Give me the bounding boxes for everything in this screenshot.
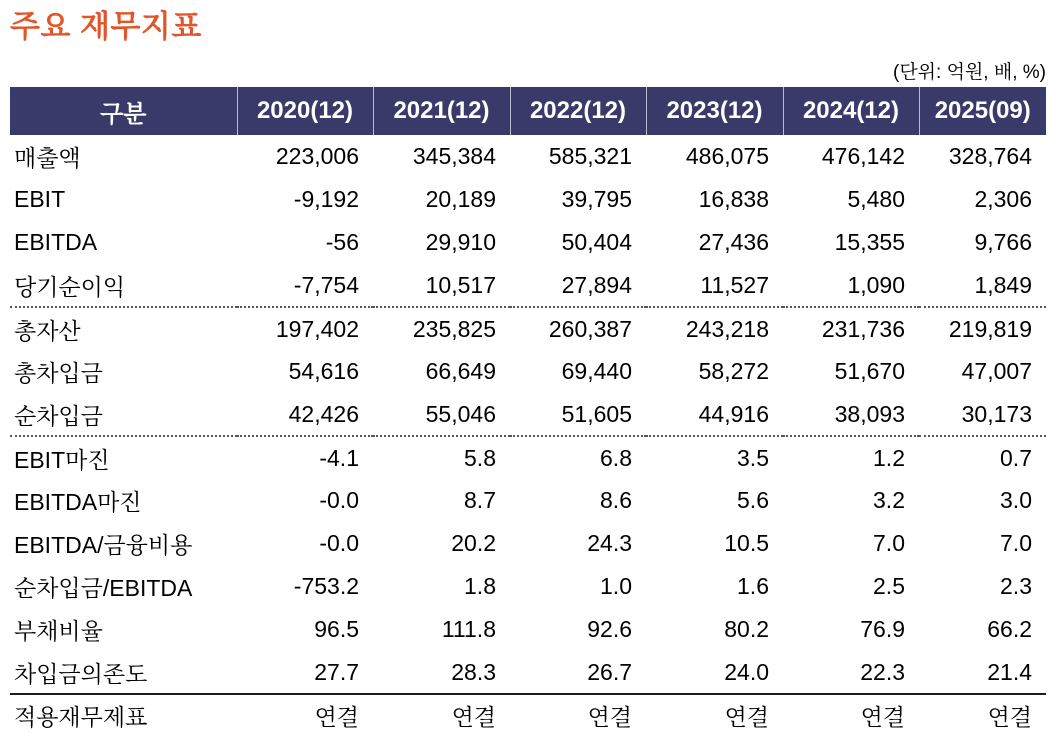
cell-value: 24.0 bbox=[646, 651, 783, 694]
cell-value: 80.2 bbox=[724, 616, 769, 642]
cell-value: -4.1 bbox=[319, 444, 359, 471]
row-label: 순차입금/EBITDA bbox=[14, 575, 193, 601]
cell-value: 연결 bbox=[510, 694, 646, 736]
column-header-period: 2024(12) bbox=[783, 87, 919, 135]
cell-value: 연결 bbox=[237, 694, 373, 736]
cell-value: 1.8 bbox=[464, 573, 496, 599]
cell-value: 7.0 bbox=[1000, 530, 1032, 556]
cell-value: 47,007 bbox=[961, 358, 1032, 384]
financial-table bbox=[10, 87, 1046, 736]
cell-value: 42,426 bbox=[237, 393, 373, 436]
cell-value: 26.7 bbox=[510, 651, 646, 694]
cell-value: 1.2 bbox=[873, 444, 905, 471]
row-label: EBIT bbox=[14, 186, 66, 212]
table-row bbox=[10, 651, 1046, 694]
table-row bbox=[10, 694, 1046, 736]
cell-value: -7,754 bbox=[237, 264, 373, 307]
cell-value: 27,436 bbox=[698, 229, 769, 255]
cell-value: 39,795 bbox=[561, 186, 632, 212]
table-row bbox=[10, 264, 1046, 307]
cell-value: 51,670 bbox=[834, 358, 905, 384]
cell-value: 1.0 bbox=[600, 573, 632, 599]
column-header-period: 2025(09) bbox=[919, 87, 1046, 135]
cell-value: 24.3 bbox=[587, 530, 632, 556]
cell-value: 2.3 bbox=[1000, 573, 1032, 599]
cell-value: -9,192 bbox=[293, 186, 359, 212]
cell-value: 0.7 bbox=[1000, 444, 1032, 471]
table-body bbox=[10, 135, 1046, 736]
cell-value: 연결 bbox=[919, 694, 1046, 736]
page-title: 주요 재무지표 bbox=[10, 9, 202, 44]
cell-value: -56 bbox=[325, 229, 359, 255]
cell-value: 5.6 bbox=[737, 487, 769, 513]
cell-value: 58,272 bbox=[698, 358, 769, 384]
cell-value: 8.6 bbox=[600, 487, 632, 513]
cell-value: 6.8 bbox=[600, 444, 632, 471]
cell-value: -0.0 bbox=[319, 487, 359, 513]
cell-value: 92.6 bbox=[587, 616, 632, 642]
cell-value: 15,355 bbox=[834, 229, 905, 255]
cell-value: 1.6 bbox=[737, 573, 769, 599]
cell-value: 3.5 bbox=[737, 444, 769, 471]
table-row bbox=[10, 479, 1046, 522]
cell-value: 8.7 bbox=[464, 487, 496, 513]
cell-value: 66,649 bbox=[425, 358, 496, 384]
row-label: 적용재무제표 bbox=[10, 694, 237, 736]
cell-value: 111.8 bbox=[441, 616, 496, 642]
cell-value: 연결 bbox=[783, 694, 919, 736]
cell-value: 50,404 bbox=[561, 229, 632, 255]
cell-value: 260,387 bbox=[548, 315, 632, 342]
cell-value: 55,046 bbox=[373, 393, 510, 436]
cell-value: 2.5 bbox=[873, 573, 905, 599]
row-label: 당기순이익 bbox=[10, 264, 237, 307]
unit-note: (단위: 억원, 배, %) bbox=[893, 62, 1046, 83]
table-row bbox=[10, 350, 1046, 393]
cell-value: 223,006 bbox=[275, 143, 359, 169]
cell-value: 3.0 bbox=[1000, 487, 1032, 513]
cell-value: 16,838 bbox=[698, 186, 769, 212]
column-header-period: 2023(12) bbox=[646, 87, 783, 135]
cell-value: 197,402 bbox=[275, 315, 359, 342]
table-row bbox=[10, 565, 1046, 608]
table-row bbox=[10, 393, 1046, 436]
table-row bbox=[10, 608, 1046, 651]
column-header-category: 구분 bbox=[10, 87, 237, 135]
table-header-row bbox=[10, 87, 1046, 135]
cell-value: 38,093 bbox=[783, 393, 919, 436]
row-label: 순차입금 bbox=[10, 393, 237, 436]
table-row bbox=[10, 436, 1046, 479]
cell-value: 9,766 bbox=[974, 229, 1032, 255]
row-label: 차입금의존도 bbox=[10, 651, 237, 694]
row-label: 총차입금 bbox=[14, 360, 103, 386]
cell-value: 22.3 bbox=[783, 651, 919, 694]
cell-value: 연결 bbox=[646, 694, 783, 736]
cell-value: 2,306 bbox=[974, 186, 1032, 212]
row-label: EBITDA bbox=[14, 229, 98, 255]
cell-value: 51,605 bbox=[510, 393, 646, 436]
column-header-period: 2020(12) bbox=[237, 87, 373, 135]
cell-value: 7.0 bbox=[873, 530, 905, 556]
cell-value: 1,090 bbox=[783, 264, 919, 307]
cell-value: 30,173 bbox=[919, 393, 1046, 436]
row-label: EBITDA마진 bbox=[14, 489, 142, 515]
cell-value: 76.9 bbox=[860, 616, 905, 642]
cell-value: 21.4 bbox=[919, 651, 1046, 694]
row-label: EBITDA/금융비용 bbox=[14, 532, 193, 558]
row-label: EBIT마진 bbox=[14, 446, 110, 473]
cell-value: 27,894 bbox=[510, 264, 646, 307]
cell-value: 585,321 bbox=[548, 143, 632, 169]
cell-value: 1,849 bbox=[919, 264, 1046, 307]
cell-value: 5.8 bbox=[464, 444, 496, 471]
cell-value: 476,142 bbox=[821, 143, 905, 169]
cell-value: 연결 bbox=[373, 694, 510, 736]
cell-value: -753.2 bbox=[293, 573, 359, 599]
table-row bbox=[10, 178, 1046, 221]
cell-value: 54,616 bbox=[288, 358, 359, 384]
column-header-period: 2022(12) bbox=[510, 87, 646, 135]
table-row bbox=[10, 135, 1046, 178]
cell-value: 328,764 bbox=[948, 143, 1032, 169]
cell-value: 3.2 bbox=[873, 487, 905, 513]
cell-value: 27.7 bbox=[237, 651, 373, 694]
table-row bbox=[10, 522, 1046, 565]
cell-value: 11,527 bbox=[646, 264, 783, 307]
cell-value: 219,819 bbox=[948, 315, 1032, 342]
cell-value: 20.2 bbox=[451, 530, 496, 556]
cell-value: 486,075 bbox=[685, 143, 769, 169]
cell-value: -0.0 bbox=[319, 530, 359, 556]
cell-value: 231,736 bbox=[821, 315, 905, 342]
cell-value: 20,189 bbox=[425, 186, 496, 212]
cell-value: 96.5 bbox=[314, 616, 359, 642]
cell-value: 28.3 bbox=[373, 651, 510, 694]
cell-value: 10,517 bbox=[373, 264, 510, 307]
table-row bbox=[10, 307, 1046, 350]
row-label: 부채비율 bbox=[14, 618, 103, 644]
column-header-period: 2021(12) bbox=[373, 87, 510, 135]
cell-value: 10.5 bbox=[724, 530, 769, 556]
cell-value: 5,480 bbox=[847, 186, 905, 212]
cell-value: 243,218 bbox=[685, 315, 769, 342]
cell-value: 29,910 bbox=[425, 229, 496, 255]
table-row bbox=[10, 221, 1046, 264]
cell-value: 44,916 bbox=[646, 393, 783, 436]
cell-value: 69,440 bbox=[561, 358, 632, 384]
cell-value: 235,825 bbox=[412, 315, 496, 342]
cell-value: 66.2 bbox=[987, 616, 1032, 642]
row-label: 총자산 bbox=[14, 317, 81, 344]
cell-value: 345,384 bbox=[412, 143, 496, 169]
row-label: 매출액 bbox=[14, 145, 81, 171]
